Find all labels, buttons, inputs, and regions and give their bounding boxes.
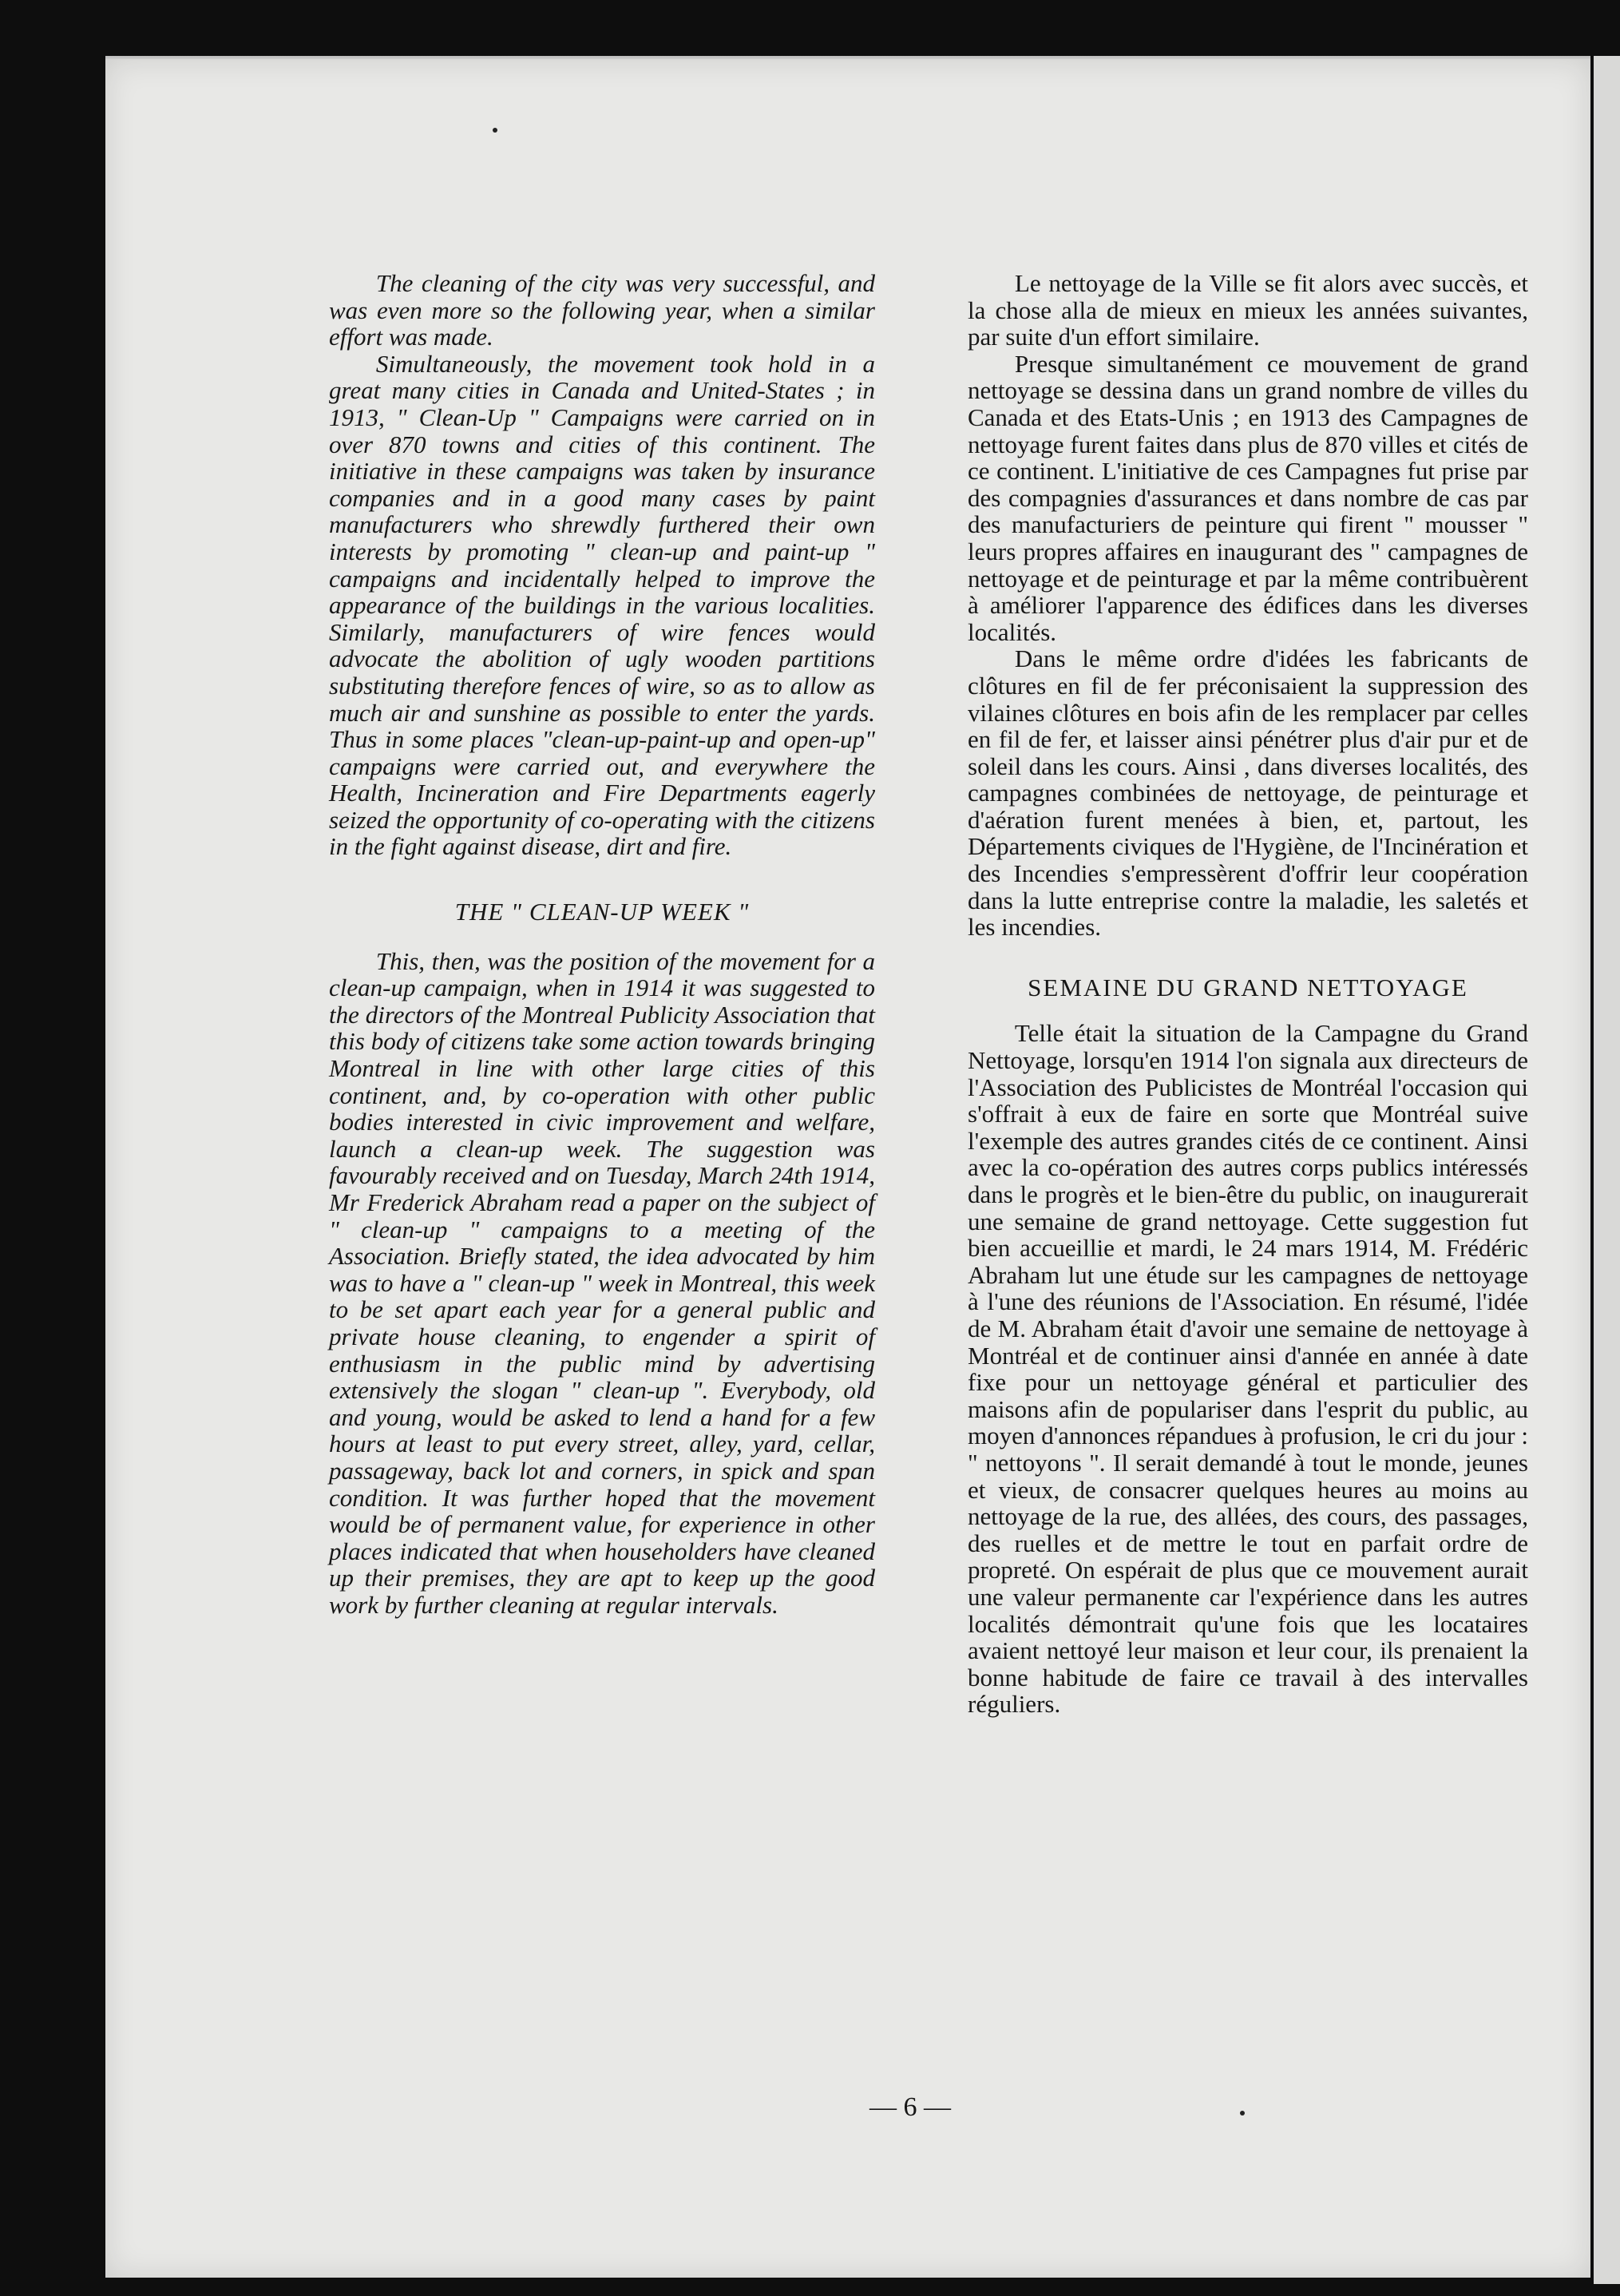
french-paragraph: Telle était la situation de la Campagne du Grand Nettoyage, lorsqu'en 1914 l'on signala aux directeurs de l'Association des Publicistes de Montréal l'occasion qui s'offrait à eux de faire en sorte que Montréal suive l'exemple des autres grandes cités de ce continent. Ainsi avec la co-opération des autres corps publics intéressés dans le progrès et le bien-être du public, on inaugurerait une semaine de grand nettoyage. Cette suggestion fut bien accueillie et mardi, le 24 mars 1914, M. Frédéric Abraham lut une étude sur les campagnes de nettoyage à l'une des réunions de l'Association. En résumé, l'idée de M. Abraham était d'avoir une semaine de nettoyage à Montréal et de continuer ainsi d'année en année à date fixe pour un nettoyage général et particulier des maisons afin de populariser dans l'esprit du public, au moyen d'annonces répandues à profusion, le cri du jour : " nettoyons ". Il serait demandé à tout le monde, jeunes et vieux, de consacrer quelques heures au moins au nettoyage de la rue, des allées, des cours, des passages, des ruelles et de mettre le tout en parfait ordre de propreté. On espérait de plus que ce mouvement aurait une valeur permanente car l'expérience dans les autres localités démontrait qu'une fois que les locataires avaient nettoyé leur maison et leur cour, ils prenaient la bonne habitude de faire ce travail à des intervalles réguliers. xyxy=(968,1019,1528,1719)
french-column xyxy=(968,270,1528,1718)
english-paragraph: The cleaning of the city was very successful, and was even more so the following year, when a similar effort was made. xyxy=(329,269,875,351)
english-paragraph: Simultaneously, the movement took hold in a great many cities in Canada and United-States ; in 1913, " Clean-Up " Campaigns were carried on in over 870 towns and cities of this continent. The initiative in these campaigns was taken by insurance companies and in a good many cases by paint manufacturers who shrewdly furthered their own interests by promoting " clean-up and paint-up " campaigns and incidentally helped to improve the appearance of the buildings in the various localities. Similarly, manufacturers of wire fences would advocate the abolition of ugly wooden partitions substituting therefore fences of wire, so as to allow as much air and sunshine as possible to enter the yards. Thus in some places "clean-up-paint-up and open-up" campaigns were carried out, and everywhere the Health, Incineration and Fire Departments eagerly seized the opportunity of co-operating with the citizens in the fight against disease, dirt and fire. xyxy=(329,349,875,861)
english-paragraph: This, then, was the position of the movement for a clean-up campaign, when in 1914 it was suggested to the directors of the Montreal Publicity Association that this body of citizens take some action towards bringing Montreal in line with other large cities of this continent, and, by co-operation with other public bodies interested in civic improvement and welfare, launch a clean-up week. The suggestion was favourably received and on Tuesday, March 24th 1914, Mr Frederick Abraham read a paper on the subject of " clean-up " campaigns to a meeting of the Association. Briefly stated, the idea advocated by him was to have a " clean-up " week in Montreal, this week to be set apart each year for a general public and private house cleaning, to engender a spirit of enthusiasm in the public mind by advertising extensively the slogan " clean-up ". Everybody, old and young, would be asked to lend a hand for a few hours at least to put every street, alley, yard, cellar, passageway, back lot and corners, in spick and span condition. It was further hoped that the movement would be of permanent value, for experience in other places indicated that when householders have cleaned up their premises, they are apt to keep up the good work by further cleaning at regular intervals. xyxy=(329,946,875,1619)
french-paragraph: Le nettoyage de la Ville se fit alors avec succès, et la chose alla de mieux en mieux les années suivantes, par suite d'un effort similaire. xyxy=(968,269,1528,351)
french-paragraph: Presque simultanément ce mouvement de grand nettoyage se dessina dans un grand nombre de villes du Canada et des Etats-Unis ; en 1913 des Campagnes de nettoyage furent faites dans plus de 870 villes et cités de ce continent. L'initiative de ces Campagnes fut prise par des compagnies d'assurances et dans nombre de cas par des manufacturiers de peinture qui firent " mousser " leurs propres affaires en inaugurant des " campagnes de nettoyage et de peinturage et par la même contribuèrent à améliorer l'apparence des édifices dans les diverses localités. xyxy=(968,349,1528,646)
french-section-heading: SEMAINE DU GRAND NETTOYAGE xyxy=(1028,973,1468,1001)
french-paragraph: Dans le même ordre d'idées les fabricants de clôtures en fil de fer préconisaient la suppression des vilaines clôtures en bois afin de les remplacer par celles en fil de fer, et laisser ainsi pénétrer plus d'air pur et de soleil dans les cours. Ainsi , dans diverses localités, des campagnes combinées de nettoyage, de peinturage et d'aération furent menées à bien, et, partout, les Départements civiques de l'Hygiène, de l'Incinération et des Incendies s'empressèrent d'offrir leur coopération dans la lutte entreprise contre la maladie, les saletés et les incendies. xyxy=(968,644,1528,942)
page-number: — 6 — xyxy=(869,2092,951,2122)
speck xyxy=(493,128,497,133)
speck xyxy=(1240,2111,1245,2116)
next-page-edge xyxy=(1594,56,1620,2284)
english-column xyxy=(329,270,875,1619)
english-section-heading: THE " CLEAN-UP WEEK " xyxy=(454,898,750,926)
